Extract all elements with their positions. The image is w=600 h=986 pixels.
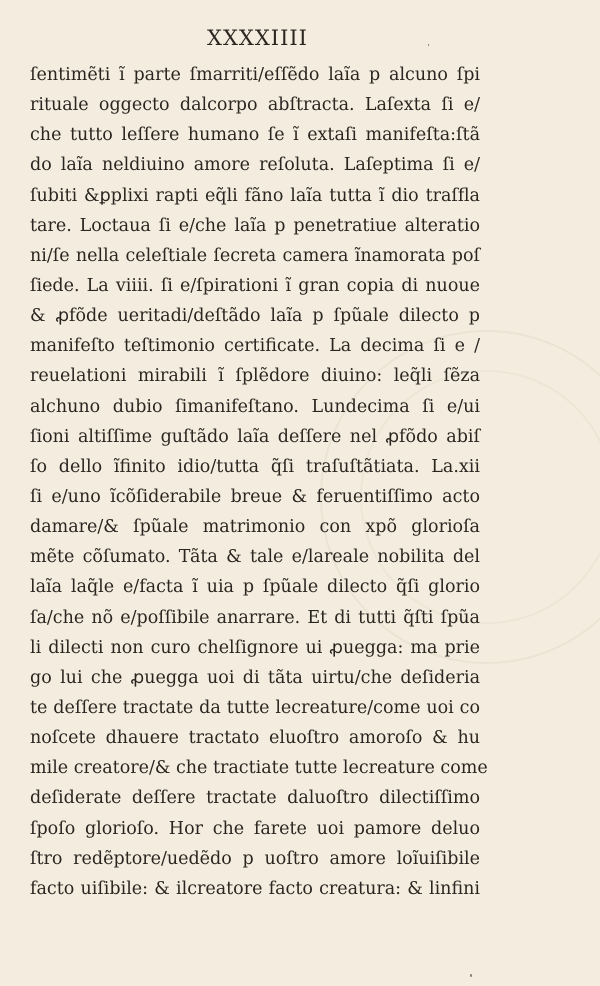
text-line: manifeſto teſtimonio certificate. La decima ſi e /	[30, 336, 480, 357]
text-line: deſiderate deſſere tractate daluoſtro dilectiſſimo	[30, 788, 480, 809]
text-line: go lui che ꝓuegga uoi di tãta uirtu/che deſideria	[30, 667, 480, 688]
text-line: ſa/che nõ e/poſſibile anarrare. Et di tutti q̃ſti ſpũa	[30, 607, 480, 628]
text-line: ſiede. La viiii. ſi e/ſpirationi ĩ gran copia di nuoue	[30, 275, 480, 296]
text-line: alchuno dubio ſimanifeſtano. Lundecima ſi e/ui	[30, 396, 480, 417]
text-line: te deſſere tractate da tutte lecreature/come uoi co	[30, 697, 480, 718]
text-line: & ꝓfõde ueritadi/deſtãdo laĩa p ſpũale dilecto p	[30, 306, 480, 327]
text-line: ni/ſe nella celeſtiale ſecreta camera ĩnamorata poſ	[30, 245, 480, 266]
text-line: che tutto leſſere humano ſe ĩ extaſi manifeſta:ſtã	[30, 125, 480, 146]
folio-number: XXXXIIII	[207, 26, 308, 50]
text-line: ſentimẽti ĩ parte ſmarriti/eſſẽdo laĩa p alcuno ſpi	[30, 65, 480, 85]
text-line: noſcete dhauere tractato eluoſtro amoroſo & hu	[30, 728, 480, 749]
text-line: laĩa laq̃le e/facta ĩ uia p ſpũale dilecto q̃ſi glorio	[30, 577, 480, 598]
paper-speck	[428, 44, 429, 46]
text-line: mẽte cõſumato. Tãta & tale e/lareale nobilita del	[30, 547, 480, 568]
text-line: mile creatore/& che tractiate tutte lecreature come	[30, 758, 488, 779]
text-line: ſi e/uno ĩcõſiderabile breue & feruentiſſimo acto	[30, 486, 480, 507]
text-line: ſpoſo glorioſo. Hor che farete uoi pamore deluo	[30, 818, 480, 839]
text-line: tare. Loctaua ſi e/che laĩa p penetratiue alteratio	[30, 215, 480, 236]
text-line: ſioni altiſſime guſtãdo laĩa deſſere nel ꝓfõdo abiſ	[30, 426, 480, 447]
text-line: damare/& ſpũale matrimonio con xpõ glorioſa	[30, 517, 480, 538]
text-line: facto uiſibile: & ilcreatore facto creatura: & linfini	[30, 878, 480, 899]
text-line: ſtro redẽptore/uedẽdo p uoſtro amore loĩuiſibile	[30, 848, 480, 869]
text-line: ſo dello ĩfinito idio/tutta q̃ſi traſuſtãtiata. La.xii	[30, 456, 480, 477]
text-line: reuelationi mirabili ĩ ſplẽdore diuino: leq̃li ſẽza	[30, 366, 480, 387]
text-block	[30, 60, 488, 904]
text-line: do laĩa neldiuino amore reſoluta. Laſeptima ſi e/	[30, 155, 480, 176]
paper-speck	[470, 974, 472, 977]
text-line: ſubiti &ꝑplixi rapti eq̃li fãno laĩa tutta ĩ dio traſfla	[30, 185, 480, 206]
text-line: rituale oggecto dalcorpo abſtracta. Laſexta ſi e/	[30, 95, 480, 116]
text-line: li dilecti non curo chelſignore ui ꝓuegga: ma prie	[30, 637, 480, 658]
